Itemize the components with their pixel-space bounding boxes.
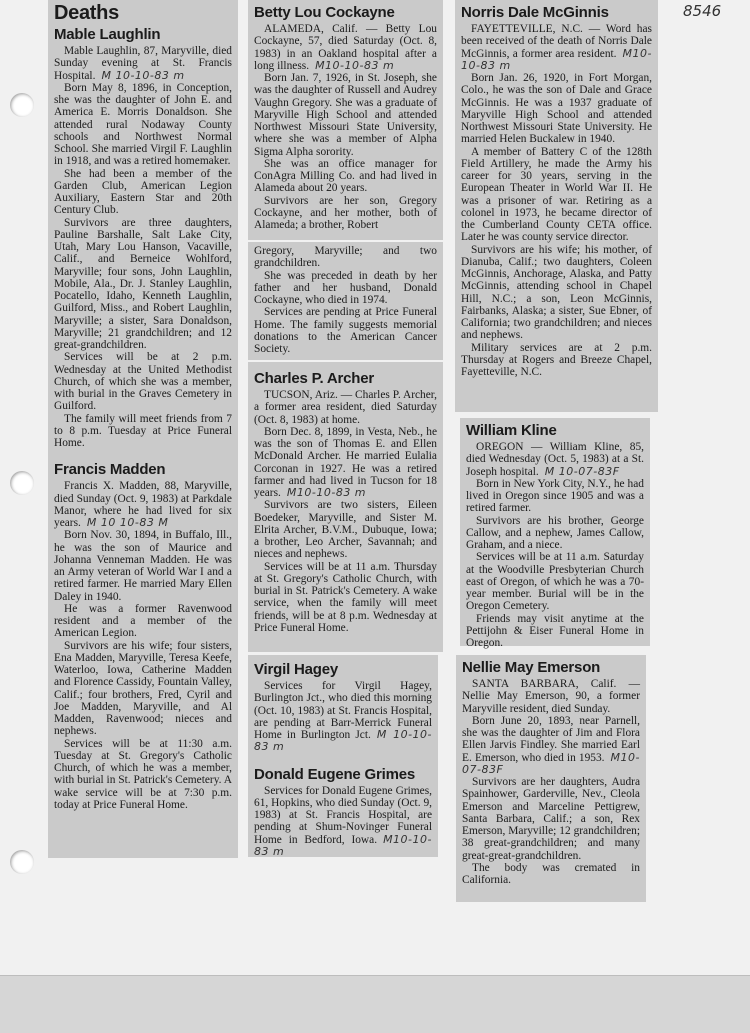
obituary-paragraph bbox=[254, 72, 437, 158]
obituary-name: Mable Laughlin bbox=[54, 26, 161, 43]
obituary-paragraph bbox=[466, 515, 644, 552]
obituary-name: Norris Dale McGinnis bbox=[461, 4, 609, 21]
obituary-paragraph bbox=[461, 342, 652, 379]
clipping-betty-lou-cockayne bbox=[248, 0, 443, 240]
paragraph-text: Friends may visit anytime at the Pettijohn & Eiser Funeral Home in Oregon. bbox=[466, 612, 644, 649]
obituary-paragraph bbox=[462, 776, 640, 862]
clipping-william-kline bbox=[460, 418, 650, 649]
obituary-paragraph bbox=[254, 389, 437, 426]
obituary-name: Betty Lou Cockayne bbox=[254, 4, 395, 21]
obituary-paragraph bbox=[54, 603, 232, 640]
obituary-paragraph bbox=[254, 680, 432, 754]
obituary-paragraph bbox=[254, 785, 432, 859]
clipping-hagey-grimes bbox=[248, 655, 438, 857]
obituary-paragraph bbox=[462, 862, 640, 887]
obituary-paragraph bbox=[54, 640, 232, 738]
paragraph-text: Services for Virgil Hagey, Burlington Jct., who died this morning (Oct. 10, 1983) at St. Francis Hospital, are pending at Barr-Merrick Funeral Home in Burlington Jct. bbox=[254, 680, 432, 741]
obituary-paragraph bbox=[254, 23, 437, 72]
paragraph-text: Survivors are her daughters, Audra Spainhower, Garderville, Nev., Cleola Emerson and Marceline Pettigrew, Santa Barbara, Calif.; a son, Rex Emerson, Maryville; 12 grandchildren; 38 great-grandchildren; and many great-great-grandchildren. bbox=[462, 776, 640, 862]
paragraph-text: Military services are at 2 p.m. Thursday at Rogers and Breeze Chapel, Fayetteville, N.C. bbox=[461, 341, 652, 378]
paragraph-text: Born Jan. 26, 1920, in Fort Morgan, Colo., he was the son of Dale and Grace McGinnis. He was a 1937 graduate of Maryville High School and attended Northwest Missouri State University. He married Helen Buckalew in 1940. bbox=[461, 72, 652, 146]
paragraph-text: Born Jan. 7, 1926, in St. Joseph, she was the daughter of Russell and Audrey Vaughn Gregory. She was a graduate of Maryville High School and attended Northwest Missouri State University, where she was a member of Alpha Sigma Alpha sorority. bbox=[254, 72, 437, 158]
clipping-betty-lou-cockayne-continued bbox=[248, 242, 443, 360]
paragraph-text: Services will be at 2 p.m. Wednesday at the United Methodist Church, of which she was a member, with burial in the Graves Cemetery in Guilford. bbox=[54, 351, 232, 413]
paragraph-text: Survivors are his wife; four sisters, Ena Madden, Maryville, Teresa Keefe, Waterloo, Iowa, Catherine Madden and Florence Cassidy, Fountain Valley, Calif.; four brothers, Fred, Cyril and Joe Madden, Maryville, and Al Madden, Ravenwood; nieces and nephews. bbox=[54, 639, 232, 738]
paragraph-text: She had been a member of the Garden Club, American Legion Auxiliary, Eastern Star and 20th Century Club. bbox=[54, 167, 232, 217]
paragraph-text: Born Dec. 8, 1899, in Vesta, Neb., he was the son of Thomas E. and Ellen McDonald Archer. He married Eulalia Corconan in 1927. He was a retired farmer and had lived in Tucson for 18 years. bbox=[254, 425, 437, 499]
handwritten-date-note: M 10 10-83 M bbox=[86, 516, 169, 529]
paragraph-text: The family will meet friends from 7 to 8 p.m. Tuesday at Price Funeral Home. bbox=[54, 412, 232, 449]
spacer bbox=[54, 449, 232, 459]
paragraph-text: Born in New York City, N.Y., he had lived in Oregon since 1905 and was a retired farmer. bbox=[466, 477, 644, 515]
paragraph-text: Born May 8, 1896, in Conception, she was the daughter of John E. and America E. Morris Donaldson. She attended rural Nodaway County schools and Northwest Normal School. She married Virgil F. Laughlin in 1918, and was a retired homemaker. bbox=[54, 81, 232, 168]
section-title: Deaths bbox=[54, 2, 119, 24]
obituary-paragraph bbox=[466, 551, 644, 612]
obituary-paragraph bbox=[461, 146, 652, 244]
obituary-paragraph bbox=[461, 72, 652, 146]
obituary-paragraph bbox=[54, 529, 232, 603]
obituary-paragraph bbox=[462, 715, 640, 776]
paragraph-text: Services will be at 11:30 a.m. Tuesday at St. Gregory's Catholic Church, of which he was a member, with burial in St. Patrick's Cemetery. A wake service will be at 7:30 p.m. today at Price Funeral Home. bbox=[54, 737, 232, 811]
paragraph-text: Services are pending at Price Funeral Home. The family suggests memorial donations to the American Cancer Society. bbox=[254, 306, 437, 355]
obituary-paragraph bbox=[54, 217, 232, 352]
handwritten-date-note: M 10-10-83 m bbox=[254, 728, 433, 754]
paragraph-text: He was a former Ravenwood resident and a member of the American Legion. bbox=[54, 602, 232, 640]
obituary-paragraph bbox=[466, 441, 644, 478]
paragraph-text: Francis X. Madden, 88, Maryville, died Sunday (Oct. 9, 1983) at Parkdale Manor, where he had lived for six years. bbox=[54, 480, 232, 529]
obituary-paragraph bbox=[254, 306, 437, 355]
handwritten-date-note: M10-10-83 m bbox=[315, 58, 395, 72]
clipping-nellie-emerson bbox=[456, 655, 646, 902]
binder-hole bbox=[10, 471, 34, 495]
handwritten-date-note: M 10-07-83F bbox=[544, 464, 620, 478]
paragraph-text: FAYETTEVILLE, N.C. — Word has been received of the death of Norris Dale McGinnis, a former area resident. bbox=[461, 23, 652, 60]
obituary-name: Francis Madden bbox=[54, 461, 166, 479]
binder-hole bbox=[10, 93, 34, 117]
obituary-paragraph bbox=[54, 738, 232, 812]
paragraph-text: Mable Laughlin, 87, Maryville, died Sunday evening at St. Francis Hospital. bbox=[54, 45, 232, 82]
obituary-paragraph bbox=[254, 499, 437, 560]
binder-hole bbox=[10, 850, 34, 874]
paragraph-text: Survivors are her son, Gregory Cockayne, and her mother, both of Alameda; a brother, Robert bbox=[254, 194, 437, 231]
obituary-paragraph bbox=[461, 23, 652, 72]
handwritten-date-note: M10-10-83 m bbox=[254, 832, 432, 858]
obituary-paragraph bbox=[254, 426, 437, 500]
paragraph-text: Born June 20, 1893, near Parnell, she was the daughter of Jim and Flora Ellen Jarvis Findley. She married Earl E. Emerson, who died in 1953. bbox=[462, 714, 640, 764]
paragraph-text: A member of Battery C of the 128th Field Artillery, he made the Army his career for 30 years, serving in the European Theater in World War II. He was a prisoner of war. Retiring as a colonel in 1973, he became director of the Cumberland County CETA office. Later he was county service director. bbox=[461, 145, 652, 244]
paragraph-text: She was an office manager for ConAgra Milling Co. and had lived in Alameda about 20 years. bbox=[254, 157, 437, 195]
obituary-paragraph bbox=[254, 245, 437, 270]
handwritten-page-number: 8546 bbox=[683, 2, 722, 20]
paragraph-text: Gregory, Maryville; and two grandchildren. bbox=[254, 245, 437, 270]
paragraph-text: Survivors are two sisters, Eileen Boedeker, Maryville, and Sister M. Elrita Archer, B.V.M., Dubuque, Iowa; a brother, Leo Archer, Savannah; and nieces and nephews. bbox=[254, 499, 437, 561]
spacer bbox=[254, 754, 432, 764]
obituary-name: Donald Eugene Grimes bbox=[254, 765, 416, 783]
paragraph-text: Survivors are three daughters, Pauline Barshalle, Salt Lake City, Utah, Mary Lou Hanson, Vacaville, Calif., and Berneice Wohlford, Maryville; four sons, John Laughlin, Mobile, Ala., Dr. J. Stanley Laughlin, Pocatello, Idaho, Kenneth Laughlin, Guilford, Miss., and Robert Laughlin, Maryville; a sister, Sara Donaldson, Maryville; 21 grandchildren; and 12 great-grandchildren. bbox=[54, 216, 232, 351]
paragraph-text: Services will be at 11 a.m. Thursday at St. Gregory's Catholic Church, with burial in St. Patrick's Cemetery. A wake service, when the family will meet friends, will be at 8 p.m. Wednesday at Price Funeral Home. bbox=[254, 560, 437, 634]
obituary-name: Virgil Hagey bbox=[254, 661, 339, 678]
obituary-paragraph bbox=[466, 613, 644, 650]
paragraph-text: ALAMEDA, Calif. — Betty Lou Cockayne, 57, died Saturday (Oct. 8, 1983) in an Oakland hospital after a long illness. bbox=[254, 23, 437, 72]
paragraph-text: The body was cremated in California. bbox=[462, 861, 640, 886]
obituary-paragraph bbox=[254, 195, 437, 232]
paragraph-text: Survivors are his wife; his mother, of Dianuba, Calif.; two daughters, Coleen McGinnis, Anchorage, Alaska, and Patty McGinnis, attending school in Chapel Hill, N.C.; a son, Leon McGinnis, Fairbanks, Alaska; a sister, Sue Ebner, of California; two grandchildren; and nieces and nephews. bbox=[461, 243, 652, 342]
obituary-paragraph bbox=[54, 480, 232, 529]
handwritten-date-note: M10-07-83F bbox=[462, 750, 640, 776]
obituary-name: Nellie May Emerson bbox=[462, 659, 601, 676]
paragraph-text: OREGON — William Kline, 85, died Wednesday (Oct. 5, 1983) at a St. Joseph hospital. bbox=[466, 441, 644, 478]
obituary-paragraph bbox=[254, 158, 437, 195]
handwritten-date-note: M10-10-83 m bbox=[461, 46, 652, 72]
obituary-paragraph bbox=[54, 82, 232, 168]
handwritten-date-note: M 10-10-83 m bbox=[101, 68, 185, 82]
paragraph-text: Born Nov. 30, 1894, in Buffalo, Ill., he was the son of Maurice and Johanna Venneman Madden. He was an Army veteran of World War I and a retired farmer. He married Mary Ellen Daley in 1940. bbox=[54, 529, 232, 603]
obituary-paragraph bbox=[54, 45, 232, 82]
obituary-paragraph bbox=[466, 478, 644, 515]
obituary-paragraph bbox=[254, 270, 437, 307]
obituary-paragraph bbox=[54, 413, 232, 450]
obituary-paragraph bbox=[254, 561, 437, 635]
clipping-charles-archer bbox=[248, 362, 443, 652]
obituary-paragraph bbox=[54, 351, 232, 412]
obituary-paragraph bbox=[462, 678, 640, 715]
clipping-norris-mcginnis bbox=[455, 0, 658, 412]
obituary-paragraph bbox=[461, 244, 652, 342]
obituary-name: Charles P. Archer bbox=[254, 370, 374, 387]
obituary-paragraph bbox=[54, 168, 232, 217]
paragraph-text: Services will be at 11 a.m. Saturday at the Woodville Presbyterian Church east of Oregon, of which he was a 70-year member. Burial will be in the Oregon Cemetery. bbox=[466, 551, 644, 613]
paragraph-text: Services for Donald Eugene Grimes, 61, Hopkins, who died Sunday (Oct. 9, 1983) at St. Francis Hospital, are pending at Shum-Novinger Funeral Home in Bedford, Iowa. bbox=[254, 784, 432, 846]
paragraph-text: Survivors are his brother, George Callow, and a nephew, James Callow, Graham, and a niece. bbox=[466, 514, 644, 551]
paragraph-text: TUCSON, Ariz. — Charles P. Archer, a former area resident, died Saturday (Oct. 8, 1983) at home. bbox=[254, 389, 437, 426]
scanner-background bbox=[0, 975, 750, 1033]
obituary-name: William Kline bbox=[466, 422, 557, 439]
paragraph-text: SANTA BARBARA, Calif. — Nellie May Emerson, 90, a former Maryville resident, died Sunday. bbox=[462, 678, 640, 715]
paragraph-text: She was preceded in death by her father and her husband, Donald Cockayne, who died in 1974. bbox=[254, 269, 437, 306]
clipping-deaths-column-1 bbox=[48, 0, 238, 858]
handwritten-date-note: M10-10-83 m bbox=[286, 486, 367, 499]
